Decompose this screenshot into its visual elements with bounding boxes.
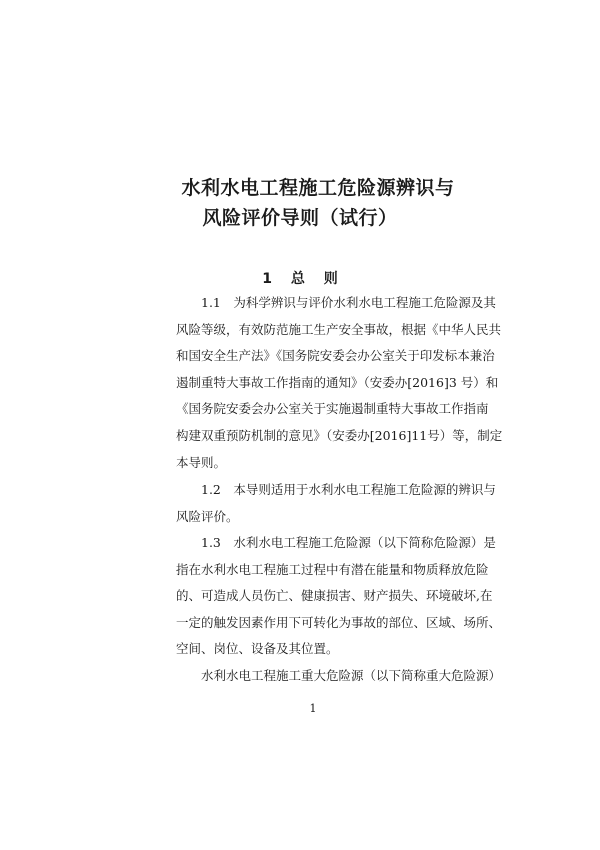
document-title-line-2: 风险评价导则（试行） (202, 207, 398, 229)
paragraph-line: 风险评价。 (176, 508, 239, 524)
paragraph-1-1 (176, 290, 503, 476)
paragraph-line: 空间、岗位、设备及其位置。 (176, 641, 339, 657)
paragraph-line: 遏制重特大事故工作指南的通知》（安委办[2016]3 号）和 (176, 374, 499, 390)
paragraph-line: 风险等级，有效防范施工生产安全事故，根据《中华人民共 (176, 321, 502, 337)
paragraph-major-hazard (176, 663, 502, 690)
paragraph-line: 和国安全生产法》《国务院安委会办公室关于印发标本兼治 (176, 348, 495, 364)
section-heading: 1 总 则 (262, 271, 338, 287)
paragraph-line: 一定的触发因素作用下可转化为事故的部位、区域、场所、 (176, 614, 502, 630)
paragraph-line: 本导则。 (176, 454, 227, 470)
paragraph-line: 构建双重预防机制的意见》（安委办[2016]11号）等，制定 (176, 427, 503, 443)
paragraph-line: 1.3 水利水电工程施工危险源（以下简称危险源）是 (201, 535, 496, 550)
paragraph-1-3 (176, 530, 502, 663)
document-title-line-1: 水利水电工程施工危险源辨识与 (181, 177, 455, 199)
paragraph-1-2 (176, 477, 496, 530)
paragraph-line: 指在水利水电工程施工过程中有潜在能量和物质释放危险 (176, 561, 489, 577)
paragraph-line: 的、可造成人员伤亡、健康损害、财产损失、环境破坏,在 (176, 588, 493, 604)
paragraph-line: 水利水电工程施工重大危险源（以下简称重大危险源） (201, 668, 502, 683)
paragraph-line: 1.2 本导则适用于水利水电工程施工危险源的辨识与 (201, 482, 496, 497)
paragraph-line: 1.1 为科学辨识与评价水利水电工程施工危险源及其 (201, 295, 496, 310)
paragraph-line: 《国务院安委会办公室关于实施遏制重特大事故工作指南 (176, 401, 489, 417)
page-number: 1 (309, 702, 317, 715)
